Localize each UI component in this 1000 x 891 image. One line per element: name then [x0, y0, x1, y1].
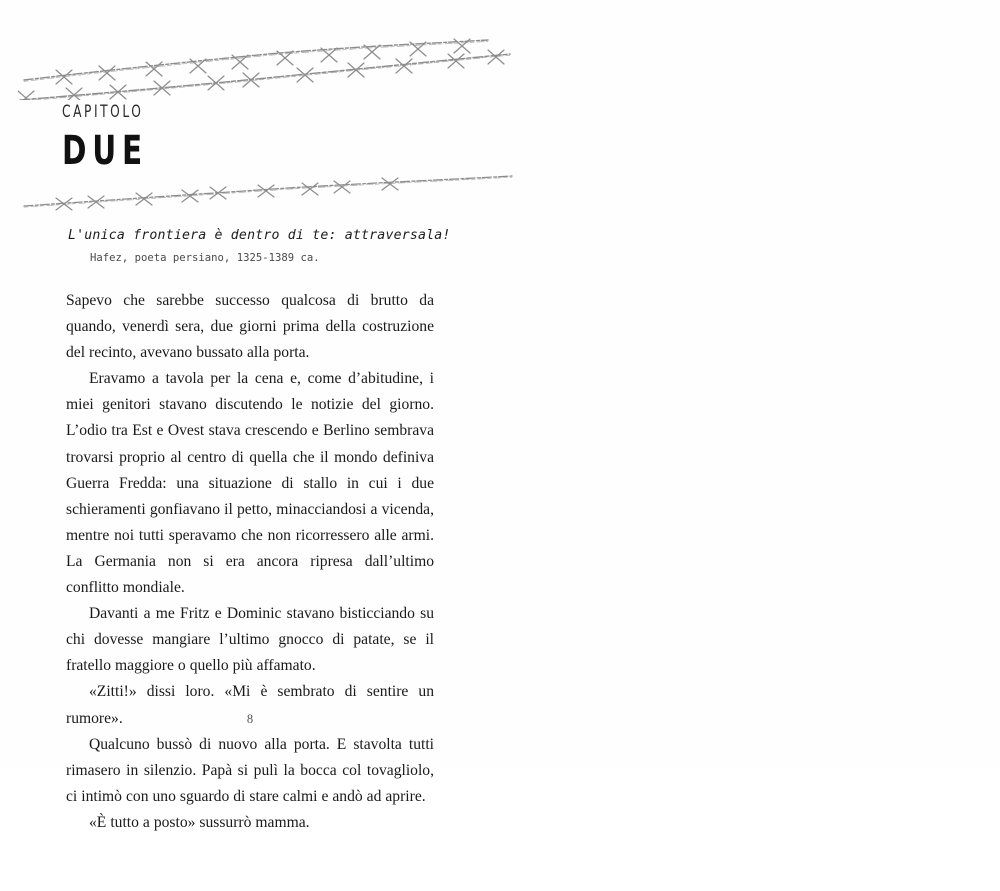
body-text-left	[66, 288, 434, 836]
barbed-wire-single-icon	[20, 168, 520, 212]
chapter-kicker: CAPITOLO	[62, 102, 144, 122]
page-right	[500, 0, 1000, 769]
page-left	[0, 0, 500, 831]
chapter-number: DUE	[62, 128, 148, 174]
epigraph-quote: L'unica frontiera è dentro di te: attraversala!	[68, 228, 451, 243]
paragraph: Davanti a me Fritz e Dominic stavano bisticciando su chi dovesse mangiare l’ultimo gnocco di patate, se il fratello maggiore o quello più affamato.	[66, 605, 434, 675]
paragraph: Eravamo a tavola per la cena e, come d’abitudine, i miei genitori stavano discutendo le notizie del giorno. L’odio tra Est e Ovest stava crescendo e Berlino sembrava trovarsi proprio al centro di quella che il mondo definiva Guerra Fredda: una situazione di stallo in cui i due schieramenti gonfiavano il petto, minacciandosi a vicenda, mentre noi tutti speravamo che non ricorressero alle armi. La Germania non si era ancora ripresa dall’ultimo conflitto mondiale.	[66, 370, 434, 597]
paragraph: «Zitti!» dissi loro. «Mi è sembrato di sentire un rumore».	[66, 683, 434, 727]
epigraph-attribution: Hafez, poeta persiano, 1325-1389 ca.	[90, 252, 320, 264]
paragraph: Qualcuno bussò di nuovo alla porta. E stavolta tutti rimasero in silenzio. Papà si pulì la bocca col tovagliolo, ci intimò con uno sguardo di stare calmi e andò ad aprire.	[66, 735, 434, 805]
epigraph	[68, 228, 468, 264]
page-number-left: 8	[246, 712, 254, 726]
paragraph: «È tutto a posto» sussurrò mamma.	[89, 813, 310, 831]
paragraph: Sapevo che sarebbe successo qualcosa di brutto da quando, venerdì sera, due giorni prima della costruzione del recinto, avevano bussato alla porta.	[66, 292, 434, 362]
chapter-heading	[62, 104, 422, 172]
barbed-wire-double-icon	[18, 18, 528, 100]
